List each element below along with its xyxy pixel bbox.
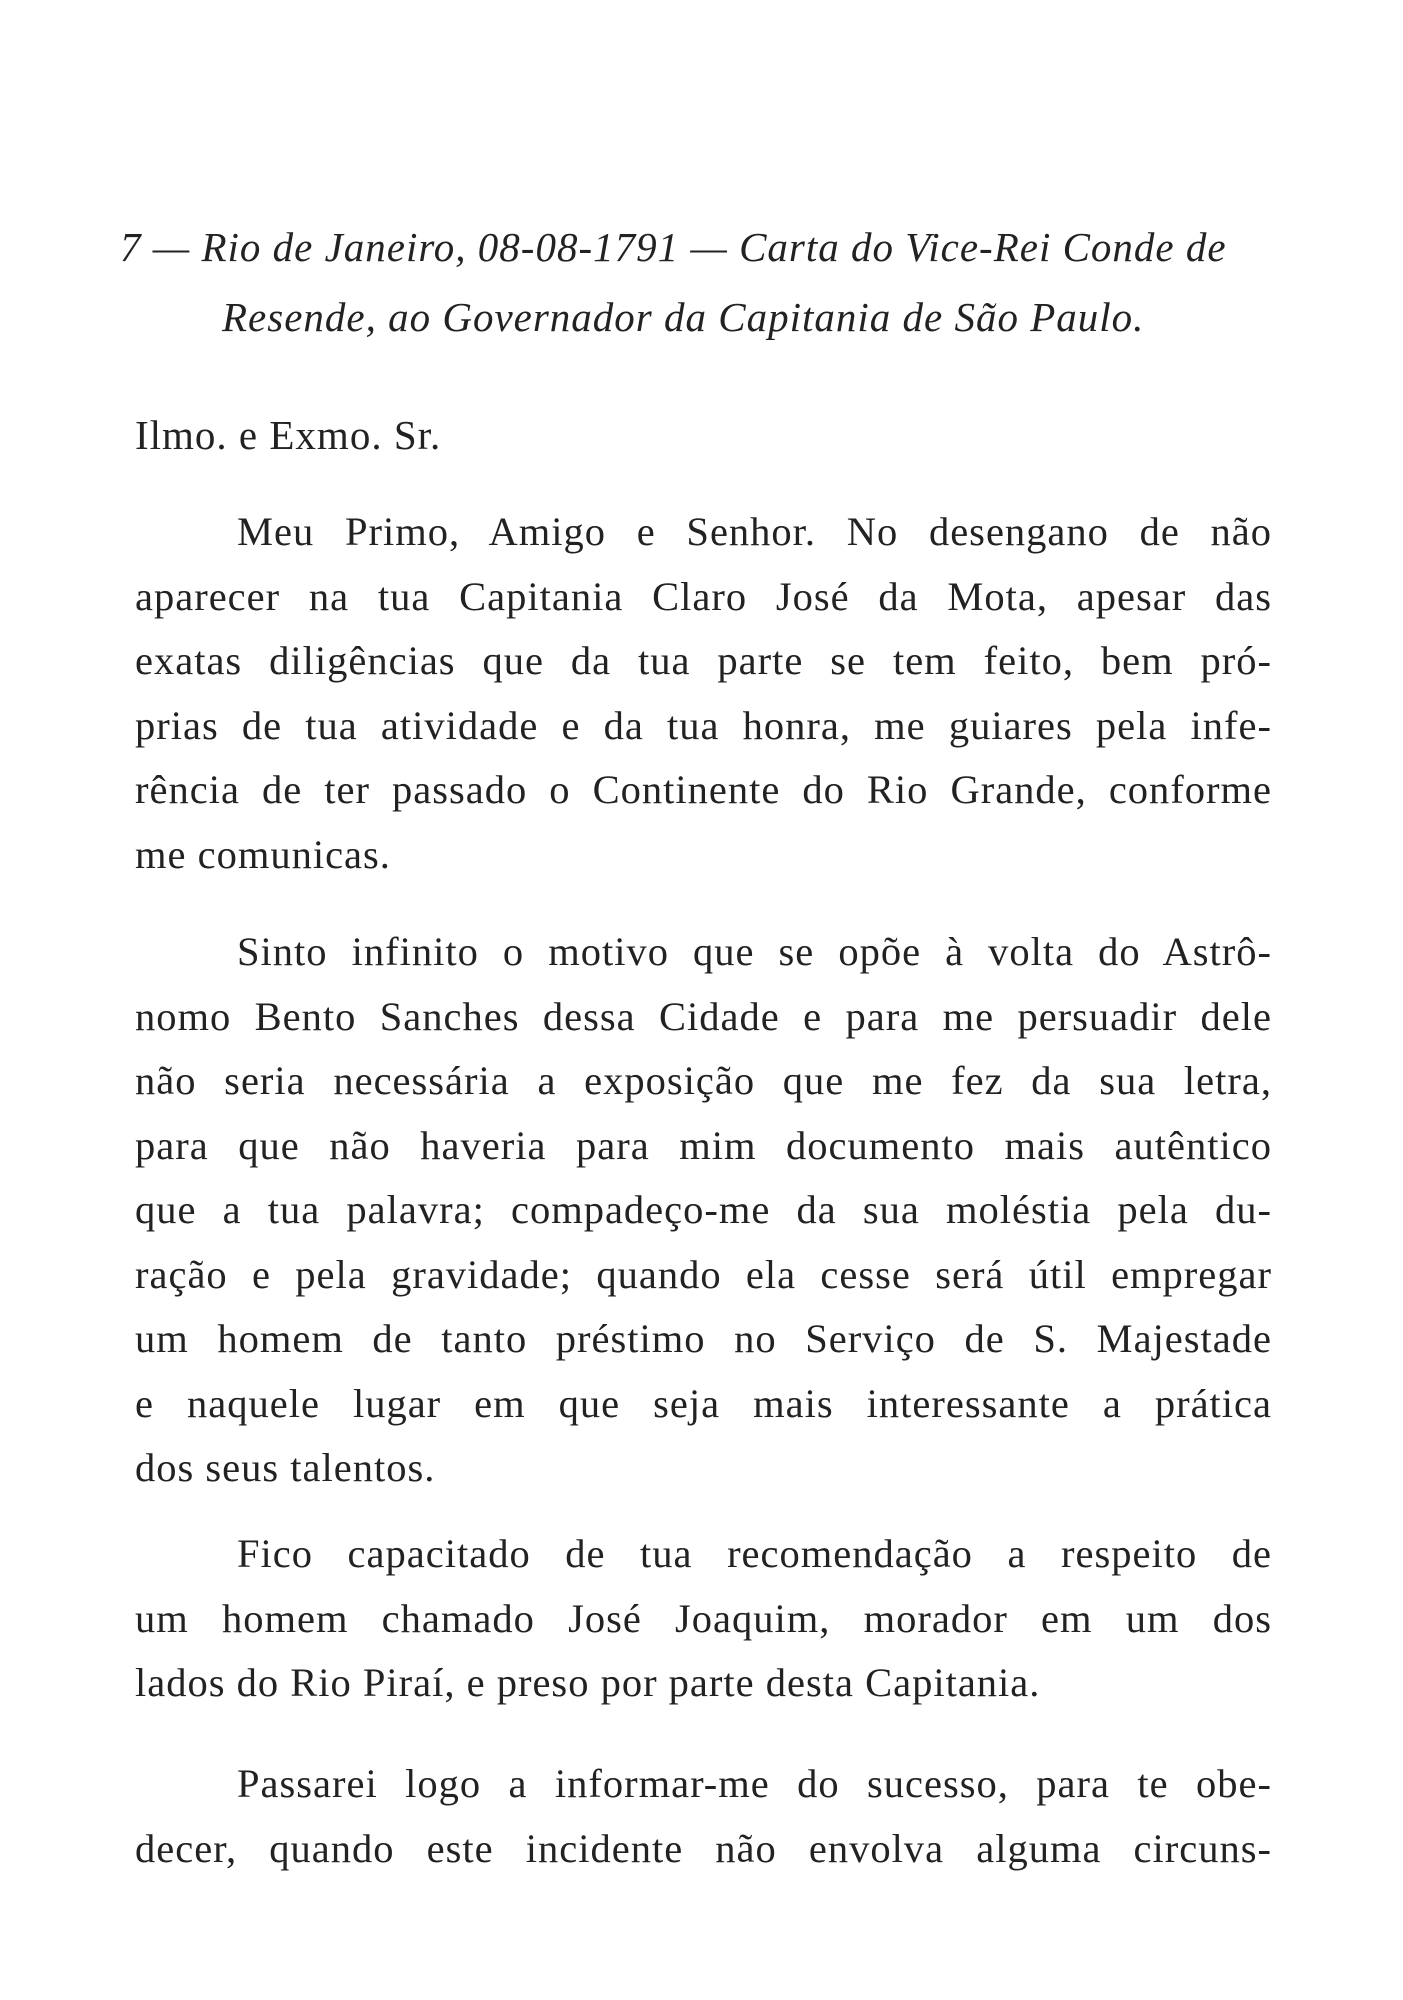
text-line: Meu Primo, Amigo e Senhor. No desengano de não [237,509,1272,554]
text-line: um homem de tanto préstimo no Serviço de S. Majestade [135,1316,1272,1361]
salutation: Ilmo. e Exmo. Sr. [135,412,442,458]
text-line: nomo Bento Sanches dessa Cidade e para me persuadir dele [135,993,1272,1039]
text-line: Sinto infinito o motivo que se opõe à volta do Astrô- [237,929,1272,974]
text-line: Fico capacitado de tua recomendação a respeito de [237,1531,1272,1576]
text-line: um homem chamado José Joaquim, morador em um dos [135,1595,1272,1641]
text-line: dos seus talentos. [135,1445,436,1490]
paragraph [135,500,1272,887]
text-line: para que não haveria para mim documento mais autêntico [135,1122,1272,1168]
text-line: que a tua palavra; compadeço-me da sua moléstia pela du- [135,1187,1272,1232]
text-line: me comunicas. [135,831,391,877]
paragraph [135,1522,1272,1716]
text-line: lados do Rio Piraí, e preso por parte desta Capitania. [135,1660,1041,1705]
paragraph [135,1752,1272,1881]
text-line: ração e pela gravidade; quando ela cesse será útil empregar [135,1251,1272,1297]
text-line: rência de ter passado o Continente do Rio Grande, conforme [135,767,1272,812]
text-line: decer, quando este incidente não envolva alguma circuns- [135,1825,1272,1871]
text-line: não seria necessária a exposição que me fez da sua letra, [135,1058,1272,1103]
heading-line: Resende, ao Governador da Capitania de São Paulo. [222,294,1145,340]
text-line: aparecer na tua Capitania Claro José da Mota, apesar das [135,573,1272,619]
paragraph [135,920,1272,1501]
text-line: e naquele lugar em que seja mais interessante a prática [135,1380,1272,1426]
letter-heading [120,212,1280,352]
heading-line: 7 — Rio de Janeiro, 08-08-1791 — Carta do Vice-Rei Conde de [120,224,1227,270]
text-line: Passarei logo a informar-me do sucesso, para te obe- [237,1761,1272,1806]
text-line: exatas diligências que da tua parte se tem feito, bem pró- [135,638,1272,683]
text-line: prias de tua atividade e da tua honra, me guiares pela infe- [135,702,1272,748]
